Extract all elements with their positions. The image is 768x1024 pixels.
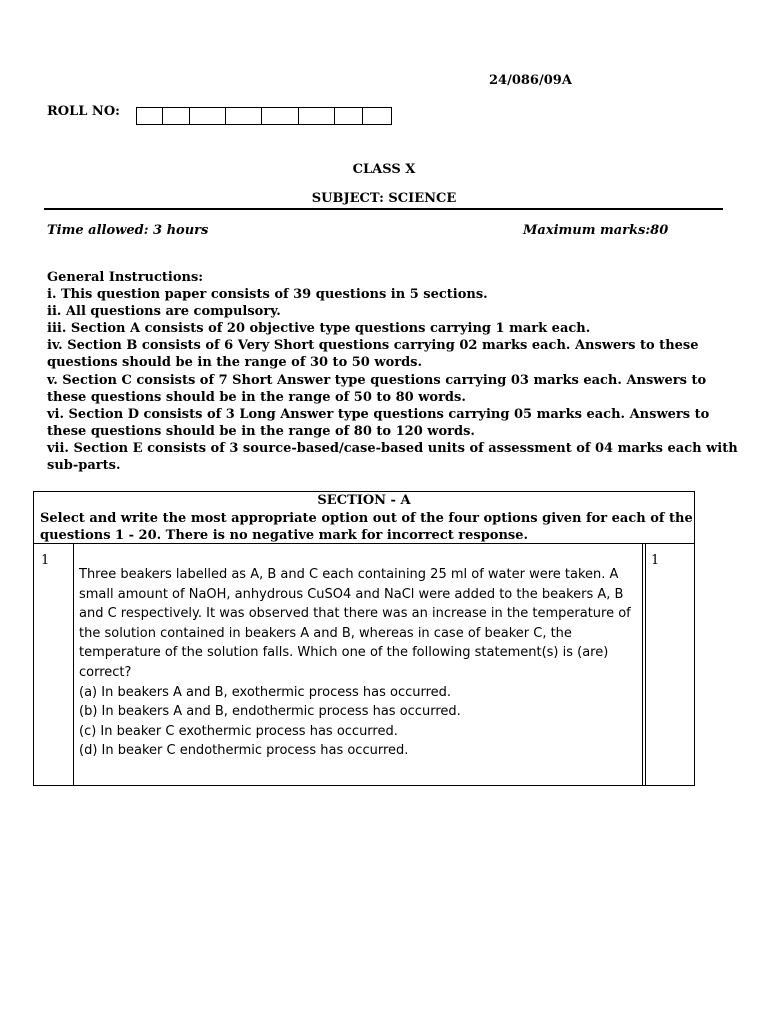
instruction-line: v. Section C consists of 7 Short Answer type questions carrying 03 marks each. Answers to bbox=[47, 372, 707, 388]
question-marks: 1 bbox=[651, 553, 660, 568]
roll-number-boxes bbox=[136, 107, 392, 125]
instruction-line: iv. Section B consists of 6 Very Short questions carrying 02 marks each. Answers to these bbox=[47, 338, 699, 354]
time-allowed: Time allowed: 3 hours bbox=[47, 223, 209, 238]
option-b: (b) In beakers A and B, endothermic process has occurred. bbox=[79, 704, 461, 720]
question-line: the solution contained in beakers A and B, whereas in case of beaker C, the bbox=[79, 625, 572, 641]
maximum-marks: Maximum marks:80 bbox=[523, 223, 669, 238]
section-a-header bbox=[34, 492, 694, 544]
section-instruction-line: Select and write the most appropriate option out of the four options given for each of the bbox=[40, 511, 693, 526]
instruction-line: vi. Section D consists of 3 Long Answer type questions carrying 05 marks each. Answers to bbox=[47, 406, 710, 422]
instruction-line: these questions should be in the range of 80 to 120 words. bbox=[47, 423, 475, 439]
roll-number-box bbox=[137, 108, 163, 124]
instruction-line: iii. Section A consists of 20 objective type questions carrying 1 mark each. bbox=[47, 321, 591, 337]
section-title: SECTION - A bbox=[317, 493, 411, 508]
roll-number-box bbox=[299, 108, 335, 124]
option-c: (c) In beaker C exothermic process has occurred. bbox=[79, 723, 398, 739]
subject-title: SUBJECT: SCIENCE bbox=[311, 191, 457, 206]
section-a-table bbox=[33, 491, 695, 786]
roll-number-box bbox=[163, 108, 190, 124]
roll-number-box bbox=[335, 108, 363, 124]
general-instructions bbox=[47, 269, 738, 474]
instruction-line: questions should be in the range of 30 to 50 words. bbox=[47, 355, 423, 371]
column-divider bbox=[73, 544, 74, 785]
instruction-line: ii. All questions are compulsory. bbox=[47, 304, 281, 320]
roll-number-box bbox=[226, 108, 262, 124]
instructions-title: General Instructions: bbox=[47, 270, 204, 285]
question-line: correct? bbox=[79, 664, 132, 680]
question-number: 1 bbox=[41, 553, 50, 568]
section-instruction-line: questions 1 - 20. There is no negative mark for incorrect response. bbox=[40, 528, 529, 543]
instruction-line: sub-parts. bbox=[47, 458, 121, 474]
section-instruction bbox=[40, 510, 693, 544]
question-line: Three beakers labelled as A, B and C each containing 25 ml of water were taken. A bbox=[79, 567, 619, 582]
class-title: CLASS X bbox=[352, 162, 416, 177]
instruction-line: vii. Section E consists of 3 source-based/case-based units of assessment of 04 marks each with bbox=[47, 440, 738, 456]
paper-code: 24/086/09A bbox=[489, 73, 572, 88]
roll-number-box bbox=[262, 108, 299, 124]
roll-number-label: ROLL NO: bbox=[47, 104, 120, 119]
roll-number-box bbox=[363, 108, 391, 124]
column-divider bbox=[645, 544, 646, 785]
instruction-line: these questions should be in the range of 50 to 80 words. bbox=[47, 389, 466, 405]
roll-number-box bbox=[190, 108, 226, 124]
option-d: (d) In beaker C endothermic process has occurred. bbox=[79, 743, 409, 759]
question-line: and C respectively. It was observed that there was an increase in the temperature of bbox=[79, 606, 631, 622]
option-a: (a) In beakers A and B, exothermic process has occurred. bbox=[79, 684, 452, 700]
header-divider bbox=[44, 208, 723, 210]
question-text bbox=[79, 565, 639, 761]
column-divider bbox=[642, 544, 643, 785]
question-line: temperature of the solution falls. Which one of the following statement(s) is (are) bbox=[79, 645, 609, 661]
question-line: small amount of NaOH, anhydrous CuSO4 and NaCl were added to the beakers A, B bbox=[79, 586, 624, 602]
instruction-line: i. This question paper consists of 39 questions in 5 sections. bbox=[47, 287, 488, 303]
